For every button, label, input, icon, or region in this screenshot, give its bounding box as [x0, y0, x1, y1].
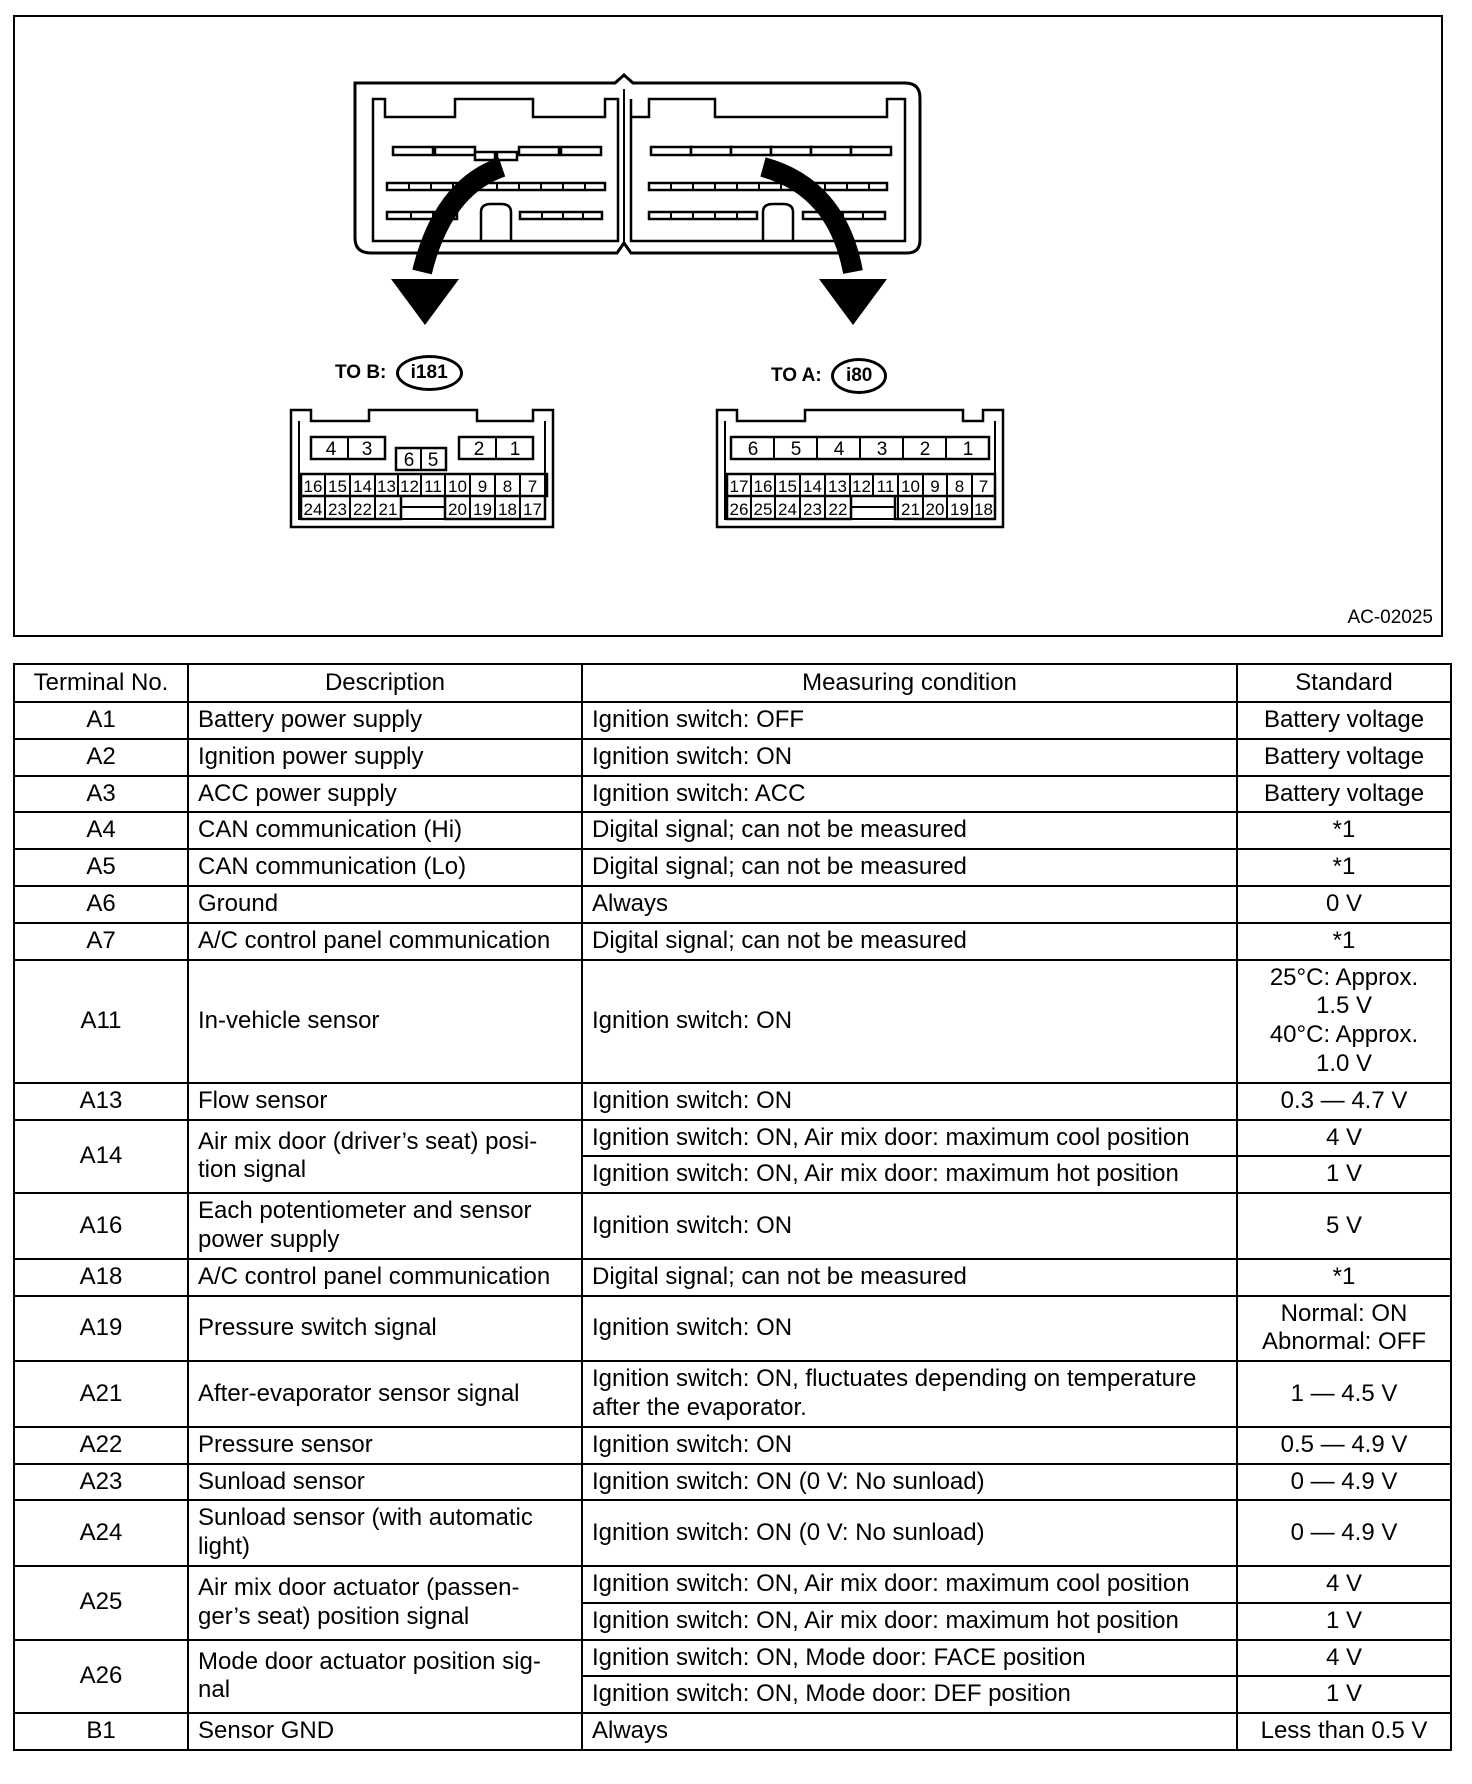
table-row [14, 1640, 1451, 1677]
standard-cell: Less than 0.5 V [1237, 1713, 1451, 1750]
pin-label: 8 [954, 477, 965, 496]
terminal-cell: A13 [14, 1083, 188, 1120]
terminal-cell: A5 [14, 849, 188, 886]
pin-label: 24 [303, 500, 323, 519]
pin-label: 18 [498, 500, 517, 519]
terminal-cell: A16 [14, 1193, 188, 1259]
condition-cell: Ignition switch: ON, Air mix door: maximum cool position [582, 1120, 1237, 1157]
description-cell: Air mix door actuator (passen- ger’s seat) position signal [188, 1566, 582, 1640]
description-cell: Sensor GND [188, 1713, 582, 1750]
pin-label: 7 [978, 477, 989, 496]
table-row [14, 776, 1451, 813]
standard-cell: Normal: ON Abnormal: OFF [1237, 1296, 1451, 1362]
pin-label: 25 [753, 500, 773, 519]
condition-cell: Ignition switch: ON [582, 1083, 1237, 1120]
pin-label: 13 [377, 477, 396, 496]
description-cell: Ground [188, 886, 582, 923]
table-body [14, 702, 1451, 1750]
pin-label: 22 [353, 500, 372, 519]
figure-id: AC-02025 [1347, 607, 1433, 628]
table-header [14, 664, 1451, 702]
terminal-cell: B1 [14, 1713, 188, 1750]
description-cell: A/C control panel communication [188, 923, 582, 960]
pin-label: 17 [729, 477, 749, 496]
pin-label: 1 [509, 439, 521, 460]
condition-cell: Ignition switch: ON, Mode door: DEF position [582, 1676, 1237, 1713]
condition-cell: Ignition switch: ON [582, 960, 1237, 1083]
column-header-description: Description [188, 664, 582, 702]
pin-label: 6 [403, 450, 415, 471]
pin-label: 23 [803, 500, 822, 519]
table-row [14, 1120, 1451, 1157]
pin-label: 15 [328, 477, 347, 496]
pin-label: 14 [803, 477, 822, 496]
standard-cell: 1 — 4.5 V [1237, 1361, 1451, 1427]
pin-label: 19 [473, 500, 492, 519]
standard-cell: Battery voltage [1237, 776, 1451, 813]
condition-cell: Ignition switch: ON, Mode door: FACE position [582, 1640, 1237, 1677]
standard-cell: Battery voltage [1237, 739, 1451, 776]
terminal-cell: A26 [14, 1640, 188, 1714]
standard-cell: 4 V [1237, 1640, 1451, 1677]
terminal-cell: A25 [14, 1566, 188, 1640]
description-cell: After-evaporator sensor signal [188, 1361, 582, 1427]
condition-cell: Ignition switch: ON, Air mix door: maximum cool position [582, 1566, 1237, 1603]
condition-cell: Ignition switch: ON (0 V: No sunload) [582, 1464, 1237, 1501]
standard-cell: 0.5 — 4.9 V [1237, 1427, 1451, 1464]
table-row [14, 812, 1451, 849]
connector-a-code: i80 [831, 358, 887, 394]
pin-label: 15 [778, 477, 797, 496]
condition-cell: Ignition switch: ON, Air mix door: maximum hot position [582, 1603, 1237, 1640]
condition-cell: Digital signal; can not be measured [582, 1259, 1237, 1296]
pin-label: 2 [919, 439, 931, 460]
pin-label: 16 [753, 477, 773, 496]
description-cell: In-vehicle sensor [188, 960, 582, 1083]
connector-figure [13, 15, 1443, 637]
pin-label: 11 [424, 477, 442, 496]
pin-label: 4 [833, 439, 845, 460]
standard-cell: *1 [1237, 849, 1451, 886]
table-row [14, 849, 1451, 886]
table-row [14, 1259, 1451, 1296]
condition-cell: Ignition switch: OFF [582, 702, 1237, 739]
key-notch [481, 204, 511, 241]
standard-cell: 5 V [1237, 1193, 1451, 1259]
description-cell: CAN communication (Lo) [188, 849, 582, 886]
pin-label: 24 [778, 500, 797, 519]
condition-cell: Ignition switch: ON (0 V: No sunload) [582, 1500, 1237, 1566]
connector-b-code: i181 [396, 355, 463, 391]
column-header-terminal: Terminal No. [14, 664, 188, 702]
standard-cell: 1 V [1237, 1156, 1451, 1193]
standard-cell: 0 — 4.9 V [1237, 1464, 1451, 1501]
condition-cell: Ignition switch: ON [582, 1193, 1237, 1259]
connector-a-label-text: TO A: [771, 365, 822, 386]
condition-cell: Ignition switch: ON [582, 739, 1237, 776]
terminal-cell: A3 [14, 776, 188, 813]
standard-cell: 1 V [1237, 1676, 1451, 1713]
terminal-cell: A21 [14, 1361, 188, 1427]
table-row [14, 1083, 1451, 1120]
pin-label: 21 [378, 500, 398, 519]
pin-label: 3 [876, 439, 888, 460]
terminal-cell: A19 [14, 1296, 188, 1362]
pin-label: 14 [353, 477, 372, 496]
table-row [14, 739, 1451, 776]
standard-cell: 0.3 — 4.7 V [1237, 1083, 1451, 1120]
pin-label: 13 [828, 477, 847, 496]
pin-label: 10 [448, 477, 467, 496]
column-header-condition: Measuring condition [582, 664, 1237, 702]
pin-label: 9 [930, 477, 940, 496]
pin-label: 3 [361, 439, 373, 460]
pin-label: 1 [962, 439, 974, 460]
pin-label: 4 [325, 439, 337, 460]
pin-label: 6 [747, 439, 759, 460]
condition-cell: Ignition switch: ON [582, 1296, 1237, 1362]
condition-cell: Ignition switch: ON, fluctuates depending on temperature after the evaporator. [582, 1361, 1237, 1427]
terminal-cell: A23 [14, 1464, 188, 1501]
standard-cell: *1 [1237, 1259, 1451, 1296]
table-row [14, 1427, 1451, 1464]
table-row [14, 1193, 1451, 1259]
description-cell: Battery power supply [188, 702, 582, 739]
table-row [14, 1500, 1451, 1566]
pin-label: 8 [502, 477, 513, 496]
table-row [14, 702, 1451, 739]
terminal-cell: A7 [14, 923, 188, 960]
condition-cell: Ignition switch: ON, Air mix door: maximum hot position [582, 1156, 1237, 1193]
pin-label: 7 [527, 477, 538, 496]
table-row [14, 1296, 1451, 1362]
table-row [14, 1566, 1451, 1603]
table-row [14, 886, 1451, 923]
terminal-cell: A6 [14, 886, 188, 923]
table-row [14, 1361, 1451, 1427]
terminal-cell: A4 [14, 812, 188, 849]
connector-a-label [771, 358, 887, 394]
description-cell: CAN communication (Hi) [188, 812, 582, 849]
standard-cell: 0 — 4.9 V [1237, 1500, 1451, 1566]
condition-cell: Digital signal; can not be measured [582, 923, 1237, 960]
connector-b-label-text: TO B: [335, 362, 387, 383]
pin-label: 11 [876, 477, 895, 496]
terminal-spec-table [13, 663, 1452, 1751]
standard-cell: 0 V [1237, 886, 1451, 923]
pin-label: 17 [523, 500, 542, 519]
pin-label: 5 [427, 450, 439, 471]
description-cell: Pressure switch signal [188, 1296, 582, 1362]
pin-label: 10 [901, 477, 920, 496]
pin-label: 2 [473, 439, 485, 460]
description-cell: ACC power supply [188, 776, 582, 813]
connector-diagram [15, 17, 1441, 635]
condition-cell: Digital signal; can not be measured [582, 849, 1237, 886]
pin-label: 20 [448, 500, 467, 519]
condition-cell: Always [582, 886, 1237, 923]
standard-cell: Battery voltage [1237, 702, 1451, 739]
description-cell: A/C control panel communication [188, 1259, 582, 1296]
table-row [14, 1713, 1451, 1750]
table-row [14, 923, 1451, 960]
terminal-cell: A1 [14, 702, 188, 739]
terminal-cell: A11 [14, 960, 188, 1083]
pin-label: 22 [828, 500, 848, 519]
standard-cell: 4 V [1237, 1566, 1451, 1603]
key-notch-right [763, 204, 793, 241]
pin-label: 16 [303, 477, 323, 496]
pin-label: 23 [328, 500, 347, 519]
column-header-standard: Standard [1237, 664, 1451, 702]
condition-cell: Ignition switch: ON [582, 1427, 1237, 1464]
condition-cell: Ignition switch: ACC [582, 776, 1237, 813]
description-cell: Pressure sensor [188, 1427, 582, 1464]
standard-cell: 25°C: Approx. 1.5 V 40°C: Approx. 1.0 V [1237, 960, 1451, 1083]
terminal-cell: A14 [14, 1120, 188, 1194]
pin-label: 12 [852, 477, 871, 496]
table-row [14, 960, 1451, 1083]
standard-cell: *1 [1237, 812, 1451, 849]
standard-cell: 1 V [1237, 1603, 1451, 1640]
table-row [14, 1464, 1451, 1501]
description-cell: Ignition power supply [188, 739, 582, 776]
pin-label: 18 [974, 500, 993, 519]
pin-label: 21 [901, 500, 920, 519]
terminal-cell: A22 [14, 1427, 188, 1464]
standard-cell: *1 [1237, 923, 1451, 960]
connector-b-label [335, 355, 463, 391]
description-cell: Each potentiometer and sensor power supply [188, 1193, 582, 1259]
description-cell: Sunload sensor (with automatic light) [188, 1500, 582, 1566]
pin-label: 12 [400, 477, 419, 496]
pin-label: 20 [925, 500, 945, 519]
description-cell: Air mix door (driver’s seat) posi- tion signal [188, 1120, 582, 1194]
description-cell: Mode door actuator position sig- nal [188, 1640, 582, 1714]
pin-label: 9 [477, 477, 488, 496]
terminal-cell: A2 [14, 739, 188, 776]
condition-cell: Always [582, 1713, 1237, 1750]
standard-cell: 4 V [1237, 1120, 1451, 1157]
terminal-cell: A18 [14, 1259, 188, 1296]
terminal-cell: A24 [14, 1500, 188, 1566]
pin-label: 26 [729, 500, 749, 519]
description-cell: Flow sensor [188, 1083, 582, 1120]
pin-label: 5 [790, 439, 802, 460]
condition-cell: Digital signal; can not be measured [582, 812, 1237, 849]
pin-label: 19 [950, 500, 969, 519]
description-cell: Sunload sensor [188, 1464, 582, 1501]
